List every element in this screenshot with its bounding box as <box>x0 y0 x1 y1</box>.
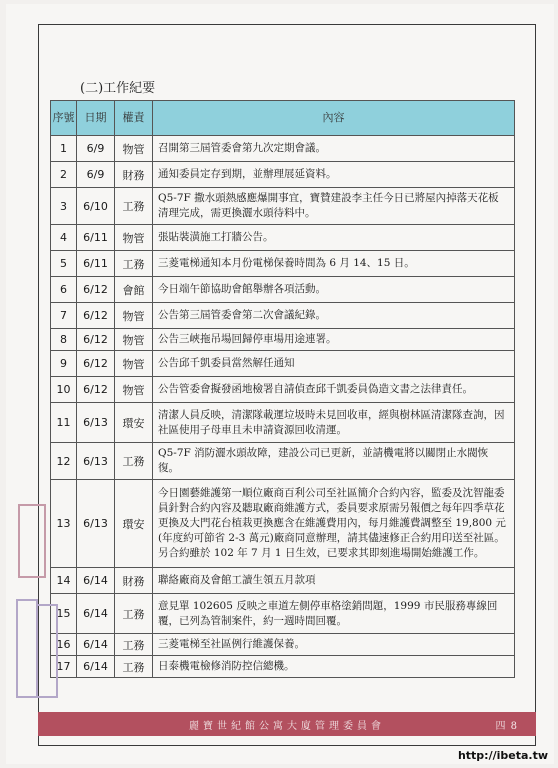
cell-content: 日泰機電檢修消防控信總機。 <box>153 656 515 678</box>
table-row <box>51 377 515 403</box>
cell-content: 張貼裝潢施工打牆公告。 <box>153 225 515 251</box>
cell-date: 6/14 <box>77 594 115 634</box>
cell-seq: 11 <box>51 403 77 443</box>
cell-content: 公告三峽拖吊場回歸停車場用途連署。 <box>153 329 515 351</box>
table-row <box>51 136 515 162</box>
table-row <box>51 443 515 480</box>
cell-date: 6/11 <box>77 251 115 277</box>
cell-seq: 3 <box>51 188 77 225</box>
cell-content: 今日端午節協助會館舉辦各項活動。 <box>153 277 515 303</box>
cell-duty: 會館 <box>115 277 153 303</box>
cell-seq: 8 <box>51 329 77 351</box>
cell-duty: 工務 <box>115 634 153 656</box>
work-log-table <box>50 100 515 678</box>
page-number: 四 8 <box>495 721 518 732</box>
cell-content: 三菱電梯至社區例行維護保養。 <box>153 634 515 656</box>
cell-content: 通知委員定存到期，並辦理展延資料。 <box>153 162 515 188</box>
cell-content: 公告邱千凱委員當然解任通知 <box>153 351 515 377</box>
table-row <box>51 351 515 377</box>
cell-duty: 工務 <box>115 656 153 678</box>
cell-duty: 物管 <box>115 351 153 377</box>
cell-date: 6/13 <box>77 443 115 480</box>
cell-duty: 工務 <box>115 594 153 634</box>
cell-seq: 10 <box>51 377 77 403</box>
cell-date: 6/9 <box>77 162 115 188</box>
cell-content: 公告管委會擬發函地檢署自請偵查邱千凱委員偽造文書之法律責任。 <box>153 377 515 403</box>
cell-content: 清潔人員反映，清潔隊載運垃圾時未見回收車，經與樹林區清潔隊查詢，因社區使用子母車且未申請資源回收清運。 <box>153 403 515 443</box>
cell-seq: 12 <box>51 443 77 480</box>
cell-seq: 17 <box>51 656 77 678</box>
cell-duty: 工務 <box>115 188 153 225</box>
cell-date: 6/12 <box>77 277 115 303</box>
section-title: (二)工作紀要 <box>80 81 156 96</box>
table-row <box>51 188 515 225</box>
cell-seq: 13 <box>51 480 77 568</box>
cell-seq: 14 <box>51 568 77 594</box>
cell-duty: 財務 <box>115 162 153 188</box>
cell-date: 6/12 <box>77 351 115 377</box>
cell-date: 6/10 <box>77 188 115 225</box>
table-row <box>51 634 515 656</box>
cell-date: 6/14 <box>77 568 115 594</box>
cell-seq: 5 <box>51 251 77 277</box>
footer-title: 麗寶世紀館公寓大廈管理委員會 <box>189 720 385 732</box>
document-page <box>6 4 554 764</box>
cell-content: Q5-7F 撒水頭熱感應爆開事宜，寶贊建設李主任今日已將屋內掉落天花板清理完成，需更換灑水頭待料中。 <box>153 188 515 225</box>
watermark-url: http://ibeta.tw <box>457 749 548 762</box>
cell-seq: 1 <box>51 136 77 162</box>
table-row <box>51 303 515 329</box>
cell-seq: 4 <box>51 225 77 251</box>
cell-date: 6/12 <box>77 377 115 403</box>
cell-seq: 16 <box>51 634 77 656</box>
cell-date: 6/14 <box>77 634 115 656</box>
table-row <box>51 251 515 277</box>
header-duty: 權責 <box>115 101 153 136</box>
cell-content: 今日園藝維護第一順位廠商百利公司至社區簡介合約內容，監委及沈智龍委員針對合約內容及聽取廠商維護方式，委員要求原需另報價之每年四季草花更換及大門花台植栽更換應含在維護費用內，每月維護費調整至 19,800 元(年度約可節省 2-3 萬元)廠商同意辦理，請其儘速修正合約用印送至社區。另合約雖於 102 年 7 月 1 日生效，已要求其即刻進場開始維護工作。 <box>153 480 515 568</box>
cell-seq: 9 <box>51 351 77 377</box>
seal-stamp-small-2 <box>36 604 58 698</box>
cell-date: 6/13 <box>77 480 115 568</box>
cell-duty: 物管 <box>115 377 153 403</box>
cell-date: 6/9 <box>77 136 115 162</box>
cell-duty: 物管 <box>115 329 153 351</box>
cell-content: 聯絡廠商及會館工讀生領五月款項 <box>153 568 515 594</box>
cell-seq: 6 <box>51 277 77 303</box>
cell-content: 意見單 102605 反映之車道左側停車格塗銷問題，1999 市民服務專線回覆，已列為管制案件，約一週時間回覆。 <box>153 594 515 634</box>
page-footer <box>38 712 536 736</box>
table-row <box>51 568 515 594</box>
cell-date: 6/13 <box>77 403 115 443</box>
table-header-row <box>51 101 515 136</box>
cell-duty: 工務 <box>115 443 153 480</box>
cell-date: 6/11 <box>77 225 115 251</box>
header-seq: 序號 <box>51 101 77 136</box>
cell-content: 公告第三屆管委會第二次會議紀錄。 <box>153 303 515 329</box>
cell-seq: 7 <box>51 303 77 329</box>
table-row <box>51 403 515 443</box>
table-row <box>51 480 515 568</box>
table-row <box>51 162 515 188</box>
cell-duty: 環安 <box>115 480 153 568</box>
cell-duty: 環安 <box>115 403 153 443</box>
seal-stamp <box>18 504 46 578</box>
header-date: 日期 <box>77 101 115 136</box>
table-row <box>51 277 515 303</box>
cell-duty: 工務 <box>115 251 153 277</box>
cell-content: 召開第三屆管委會第九次定期會議。 <box>153 136 515 162</box>
table-row <box>51 594 515 634</box>
header-content: 內容 <box>153 101 515 136</box>
cell-seq: 15 <box>51 594 77 634</box>
cell-date: 6/12 <box>77 329 115 351</box>
cell-duty: 物管 <box>115 303 153 329</box>
cell-date: 6/14 <box>77 656 115 678</box>
cell-seq: 2 <box>51 162 77 188</box>
cell-duty: 財務 <box>115 568 153 594</box>
cell-duty: 物管 <box>115 136 153 162</box>
seal-stamp-small <box>16 599 38 698</box>
table-row <box>51 329 515 351</box>
table-row <box>51 656 515 678</box>
table-row <box>51 225 515 251</box>
cell-content: Q5-7F 消防灑水頭故障，建設公司已更新，並請機電將以關閉止水閥恢復。 <box>153 443 515 480</box>
cell-duty: 物管 <box>115 225 153 251</box>
cell-content: 三菱電梯通知本月份電梯保養時間為 6 月 14、15 日。 <box>153 251 515 277</box>
cell-date: 6/12 <box>77 303 115 329</box>
